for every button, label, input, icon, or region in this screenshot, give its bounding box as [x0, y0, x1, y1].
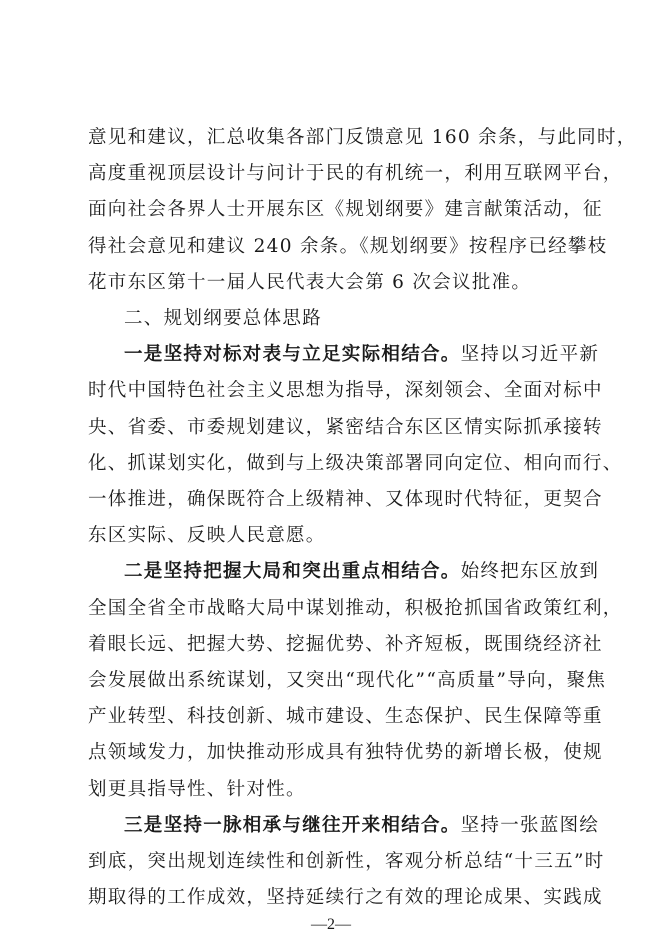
body-line: 得社会意见和建议 240 余条。《规划纲要》按程序已经攀枝: [88, 235, 608, 257]
body-line: 一体推进，确保既符合上级精神、又体现时代特征，更契合: [88, 489, 603, 510]
body-line: 时代中国特色社会主义思想为指导，深刻领会、全面对标中: [88, 380, 603, 402]
point-2-first-line-rest: 始终把东区放到: [460, 561, 600, 583]
body-line: 花市东区第十一届人民代表大会第 6 次会议批准。: [88, 271, 532, 293]
body-line: 高度重视顶层设计与问计于民的有机统一，利用互联网平台，: [88, 163, 623, 185]
body-line: 东区实际、反映人民意愿。: [88, 525, 326, 547]
body-line: 会发展做出系统谋划，又突出“现代化”“高质量”导向，聚焦: [88, 670, 607, 691]
point-2-heading: 二是坚持把握大局和突出重点相结合。: [124, 561, 461, 583]
body-line: 全国全省全市战略大局中谋划推动，积极抢抓国省政策红利，: [88, 597, 623, 619]
body-line: 着眼长远、把握大势、挖掘优势、补齐短板，既围绕经济社: [88, 633, 603, 655]
page-number: —2—: [311, 916, 351, 934]
body-line: 面向社会各界人士开展东区《规划纲要》建言献策活动，征: [88, 199, 603, 221]
section-heading: 二、规划纲要总体思路: [124, 308, 323, 329]
body-line: 到底，突出规划连续性和创新性，客观分析总结“十三五”时: [88, 851, 605, 872]
point-3-first-line: [124, 811, 599, 841]
body-line: 期取得的工作成效，坚持延续行之有效的理论成果、实践成: [88, 887, 603, 909]
body-line: 化、抓谋划实化，做到与上级决策部署同向定位、相向而行、: [88, 452, 623, 474]
body-line: 央、省委、市委规划建议，紧密结合东区区情实际抓承接转: [88, 416, 603, 438]
body-line: 点领域发力，加快推动形成具有独特优势的新增长极，使规: [88, 742, 603, 764]
body-line: 产业转型、科技创新、城市建设、生态保护、民生保障等重: [88, 706, 603, 728]
point-1-first-line-rest: 坚持以习近平新: [460, 344, 600, 366]
point-1-heading: 一是坚持对标对表与立足实际相结合。: [124, 344, 461, 366]
body-line: 意见和建议，汇总收集各部门反馈意见 160 余条，与此同时，: [88, 127, 637, 148]
point-2-first-line: [124, 557, 599, 587]
point-3-heading: 三是坚持一脉相承与继往开来相结合。: [124, 814, 461, 836]
point-3-first-line-rest: 坚持一张蓝图绘: [460, 814, 600, 836]
body-line: 划更具指导性、针对性。: [88, 778, 306, 800]
point-1-first-line: [124, 340, 599, 370]
